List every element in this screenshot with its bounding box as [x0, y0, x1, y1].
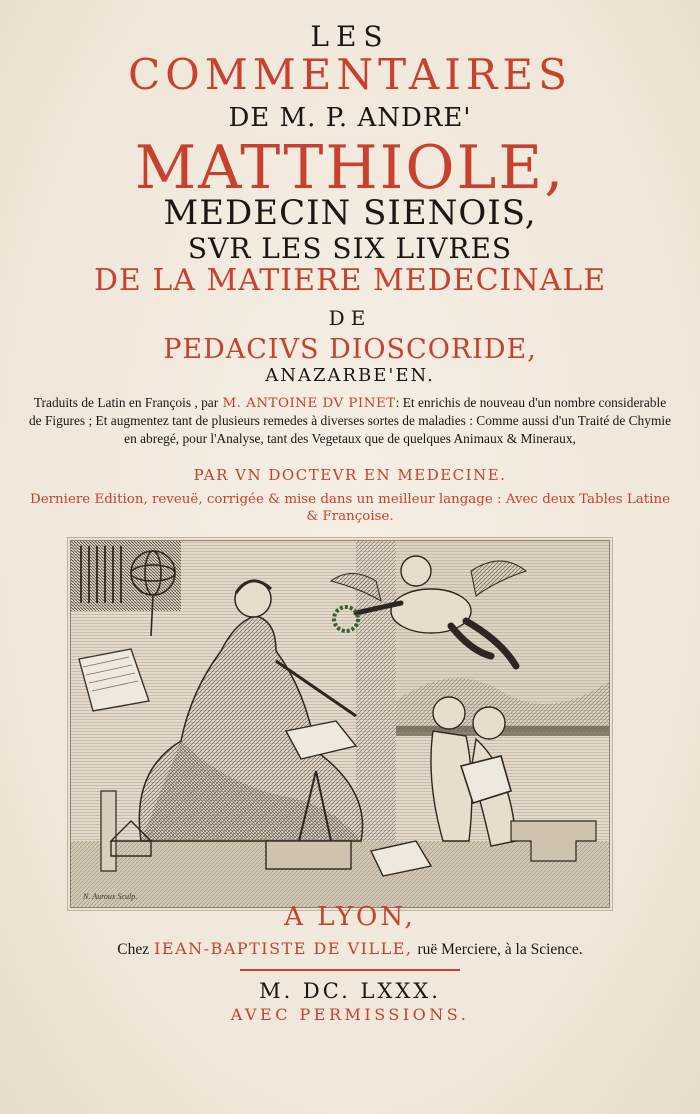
author-line: PAR VN DOCTEVR EN MEDECINE. — [193, 466, 507, 484]
engraver-signature: N. Auroux Sculp. — [83, 892, 138, 901]
imprint-address: ruë Merciere, à la Science. — [417, 941, 583, 958]
imprint-chez: Chez — [117, 941, 150, 958]
title-anazarbeen: ANAZARBE'EN. — [265, 365, 435, 386]
title-de: DE — [328, 306, 372, 330]
title-pedacius-dioscoride: PEDACIVS DIOSCORIDE, — [163, 334, 537, 365]
description-paragraph — [26, 394, 674, 448]
imprint-printer-line — [0, 939, 700, 959]
title-matthiole: MATTHIOLE, — [134, 133, 566, 203]
title-medecin-sienois: MEDECIN SIENOIS, — [163, 193, 537, 233]
imprint-printer: IEAN-BAPTISTE DE VILLE, — [154, 939, 413, 958]
description-part1: Traduits de Latin en François , par — [33, 395, 219, 410]
description-part2: : Et enrichis de nouveau d'un nombre considerable de Figures ; Et augmentez tant de plusieurs remedes à diverses sortes de maladies : Comme aussi d'un Traité de Chymie en abregé, pour l'Analyse, tant des Vegetaux que de quelques Animaux & Mineraux, — [28, 395, 672, 446]
translator-name: M. ANTOINE DV PINET — [222, 396, 396, 411]
title-de-andre: DE M. P. ANDRE' — [228, 103, 472, 133]
imprint-rule — [240, 969, 460, 971]
title-commentaires: COMMENTAIRES — [128, 50, 572, 99]
title-matiere-medecinale: DE LA MATIERE MEDECINALE — [93, 263, 607, 298]
title-six-livres: SVR LES SIX LIVRES — [187, 232, 513, 265]
frontispiece-engraving — [70, 540, 610, 908]
engraving-illustration — [71, 541, 609, 907]
imprint-place: A LYON, — [284, 902, 416, 932]
title-les: LES — [310, 20, 390, 53]
imprint-year: M. DC. LXXX. — [259, 979, 441, 1003]
edition-note: Derniere Edition, reveuë, corrigée & mise dans un meilleur langage : Avec deux Tables Latine & Françoise. — [29, 492, 670, 524]
imprint-privilege: AVEC PERMISSIONS. — [230, 1005, 470, 1024]
